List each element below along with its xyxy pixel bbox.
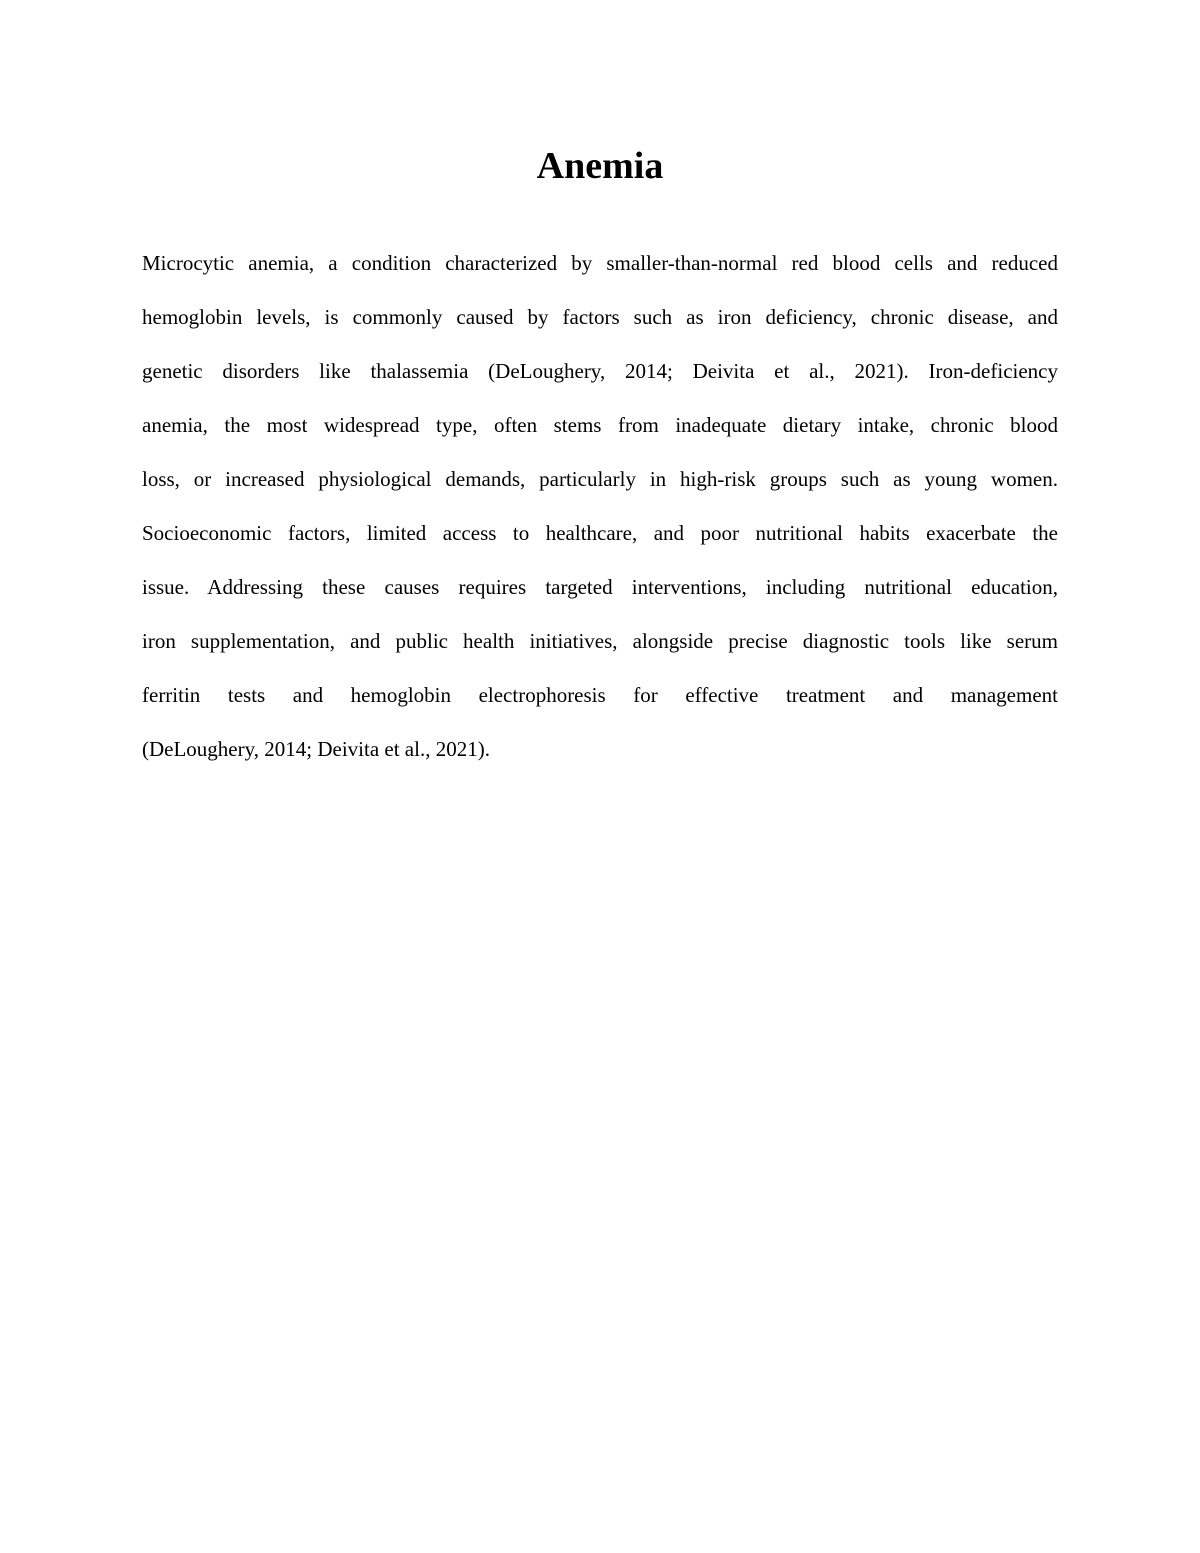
- paragraph-line: loss, or increased physiological demands, particularly in high-risk groups such as young women.: [142, 467, 1058, 491]
- paragraph-line: iron supplementation, and public health initiatives, alongside precise diagnostic tools like serum: [142, 629, 1058, 653]
- paragraph-line: anemia, the most widespread type, often stems from inadequate dietary intake, chronic blood: [142, 413, 1058, 437]
- paragraph-line: Microcytic anemia, a condition characterized by smaller-than-normal red blood cells and reduced: [142, 251, 1058, 275]
- document-title: Anemia: [536, 145, 664, 187]
- paragraph-line: (DeLoughery, 2014; Deivita et al., 2021).: [142, 737, 490, 761]
- paragraph-line: ferritin tests and hemoglobin electrophoresis for effective treatment and management: [142, 683, 1058, 707]
- body-paragraph: [142, 236, 1058, 776]
- paragraph-line: Socioeconomic factors, limited access to healthcare, and poor nutritional habits exacerbate the: [142, 521, 1058, 545]
- paragraph-line: hemoglobin levels, is commonly caused by factors such as iron deficiency, chronic disease, and: [142, 305, 1058, 329]
- paragraph-line: issue. Addressing these causes requires targeted interventions, including nutritional education,: [142, 575, 1058, 599]
- paragraph-line: genetic disorders like thalassemia (DeLoughery, 2014; Deivita et al., 2021). Iron-deficiency: [142, 359, 1058, 383]
